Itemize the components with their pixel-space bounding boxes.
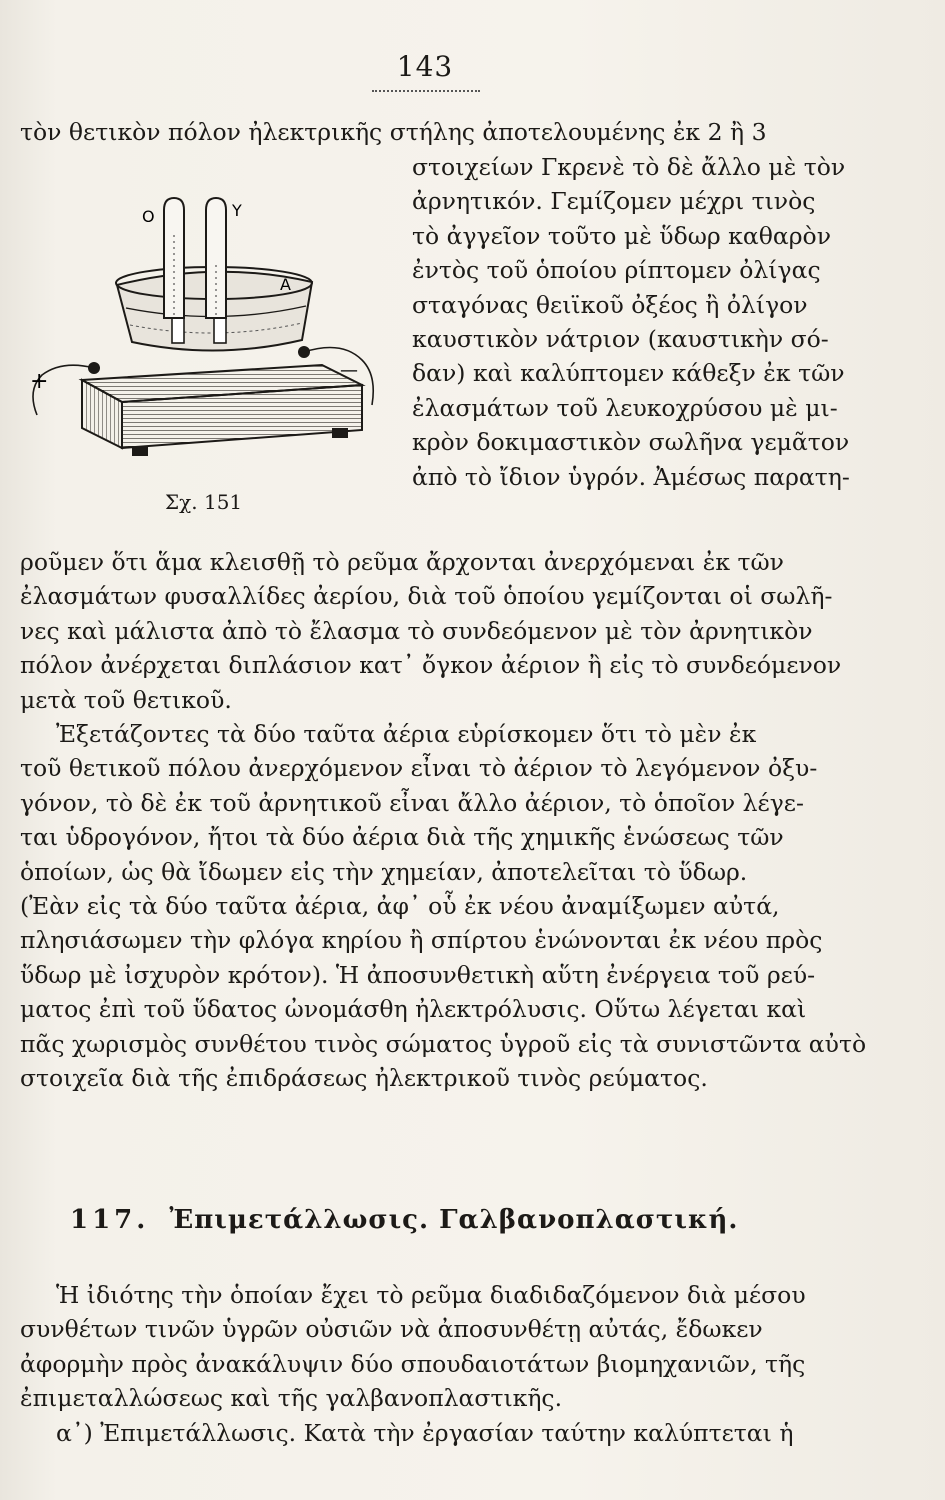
page-number-rule [372,90,480,92]
text-line: κρὸν δοκιμαστικὸν σωλῆνα γεμᾶτον [412,428,850,457]
label-vessel: A [280,275,291,294]
figure-caption: Σχ. 151 [165,490,243,514]
text-line-top: τὸν θετικὸν πόλον ἠλεκτρικῆς στήλης ἀποτελουμένης ἐκ 2 ἢ 3 [20,118,767,146]
text-line: ροῦμεν ὅτι ἅμα κλεισθῇ τὸ ρεῦμα ἄρχονται ἀνερχόμεναι ἐκ τῶν [20,548,784,576]
text-line: μετὰ τοῦ θετικοῦ. [20,685,232,714]
text-line: ται ὑδρογόνον, ἤτοι τὰ δύο ἀέρια διὰ τῆς χημικῆς ἑνώσεως τῶν [20,823,784,852]
text-line: ἐλασμάτων φυσαλλίδες ἀερίου, διὰ τοῦ ὁποίου γεμίζονται οἱ σωλῆ- [20,582,833,611]
text-line: στοιχεῖα διὰ τῆς ἐπιδράσεως ἠλεκτρικοῦ τινὸς ρεύματος. [20,1064,708,1093]
text-line: γόνον, τὸ δὲ ἐκ τοῦ ἀρνητικοῦ εἶναι ἄλλο ἀέριον, τὸ ὁποῖον λέγε- [20,788,804,817]
text-line: πᾶς χωρισμὸς συνθέτου τινὸς σώματος ὑγροῦ εἰς τὰ συνιστῶντα αὐτὸ [20,1029,867,1058]
text-line: δαν) καὶ καλύπτομεν κάθεξν ἐκ τῶν [412,359,845,388]
base-foot [132,446,148,456]
text-line: (Ἐὰν εἰς τὰ δύο ταῦτα ἀέρια, ἀφ᾽ οὗ ἐκ νέου ἀναμίξωμεν αὐτά, [20,892,780,921]
electrode-plate [172,315,184,343]
text-line: ἐλασμάτων τοῦ λευκοχρύσου μὲ μι- [412,393,838,422]
label-oxygen: O [142,207,155,226]
test-tube-hydrogen [206,198,226,318]
side-column-text [412,150,850,494]
section-heading [70,1205,850,1235]
text-line: ὕδωρ μὲ ἰσχυρὸν κρότον). Ἡ ἀποσυνθετικὴ αὕτη ἐνέργεια τοῦ ρεύ- [20,960,816,989]
text-line: ἀφορμὴν πρὸς ἀνακάλυψιν δύο σπουδαιοτάτων βιομηχανιῶν, τῆς [20,1349,806,1378]
text-line: ἐντὸς τοῦ ὁποίου ρίπτομεν ὀλίγας [412,256,821,285]
section-number: 117. [70,1205,150,1235]
text-line: ἐπιμεταλλώσεως καὶ τῆς γαλβανοπλαστικῆς. [20,1384,563,1413]
text-line: σταγόνας θειϊκοῦ ὀξέος ἢ ὀλίγον [412,290,808,319]
text-line: ἀρνητικόν. Γεμίζομεν μέχρι τινὸς [412,187,816,216]
text-line: καυστικὸν νάτριον (καυστικὴν σό- [412,325,829,354]
label-hydrogen: Y [232,201,242,220]
text-line: νες καὶ μάλιστα ἀπὸ τὸ ἔλασμα τὸ συνδεόμενον μὲ τὸν ἀρνητικὸν [20,616,813,645]
text-line: τοῦ θετικοῦ πόλου ἀνερχόμενον εἶναι τὸ ἀέριον τὸ λεγόμενον ὀξυ- [20,754,818,783]
text-line: Ἡ ἰδιότης τὴν ὁποίαν ἔχει τὸ ρεῦμα διαδιδαζόμενον διὰ μέσου [56,1281,806,1309]
text-line: α᾽) Ἐπιμετάλλωσις. Κατὰ τὴν ἐργασίαν ταύτην καλύπτεται ἡ [56,1418,794,1447]
label-negative: — [340,360,358,381]
electrode-plate [214,315,226,343]
text-line: στοιχείων Γκρενὲ τὸ δὲ ἄλλο μὲ τὸν [412,153,846,181]
text-line: τὸ ἀγγεῖον τοῦτο μὲ ὕδωρ καθαρὸν [412,221,831,250]
lower-column-text [20,1278,850,1450]
test-tube-oxygen [164,198,184,318]
text-line: ἀπὸ τὸ ἴδιον ὑγρόν. Ἀμέσως παρατη- [412,462,850,491]
text-line: συνθέτων τινῶν ὑγρῶν οὐσιῶν νὰ ἀποσυνθέτῃ αὐτάς, ἔδωκεν [20,1315,763,1344]
text-line: πόλον ἀνέρχεται διπλάσιον κατ᾽ ὄγκον ἀέριον ἢ εἰς τὸ συνδεόμενον [20,651,842,680]
base-foot [332,428,348,438]
page-number: 143 [396,50,454,83]
section-title: Ἐπιμετάλλωσις. Γαλβανοπλαστική. [169,1205,739,1235]
figure-electrolysis-apparatus [22,190,402,480]
main-column-text [20,545,867,1096]
text-line: Ἐξετάζοντες τὰ δύο ταῦτα ἀέρια εὑρίσκομεν ὅτι τὸ μὲν ἐκ [56,720,757,749]
text-line: ματος ἐπὶ τοῦ ὕδατος ὠνομάσθη ἠλεκτρόλυσις. Οὕτω λέγεται καὶ [20,995,807,1024]
electrolysis-apparatus-illustration [22,190,402,480]
text-line: ὁποίων, ὡς θὰ ἴδωμεν εἰς τὴν χημείαν, ἀποτελεῖται τὸ ὕδωρ. [20,857,748,886]
text-line: πλησιάσωμεν τὴν φλόγα κηρίου ἢ σπίρτου ἑνώνονται ἐκ νέου πρὸς [20,926,823,955]
label-positive: + [30,369,49,394]
